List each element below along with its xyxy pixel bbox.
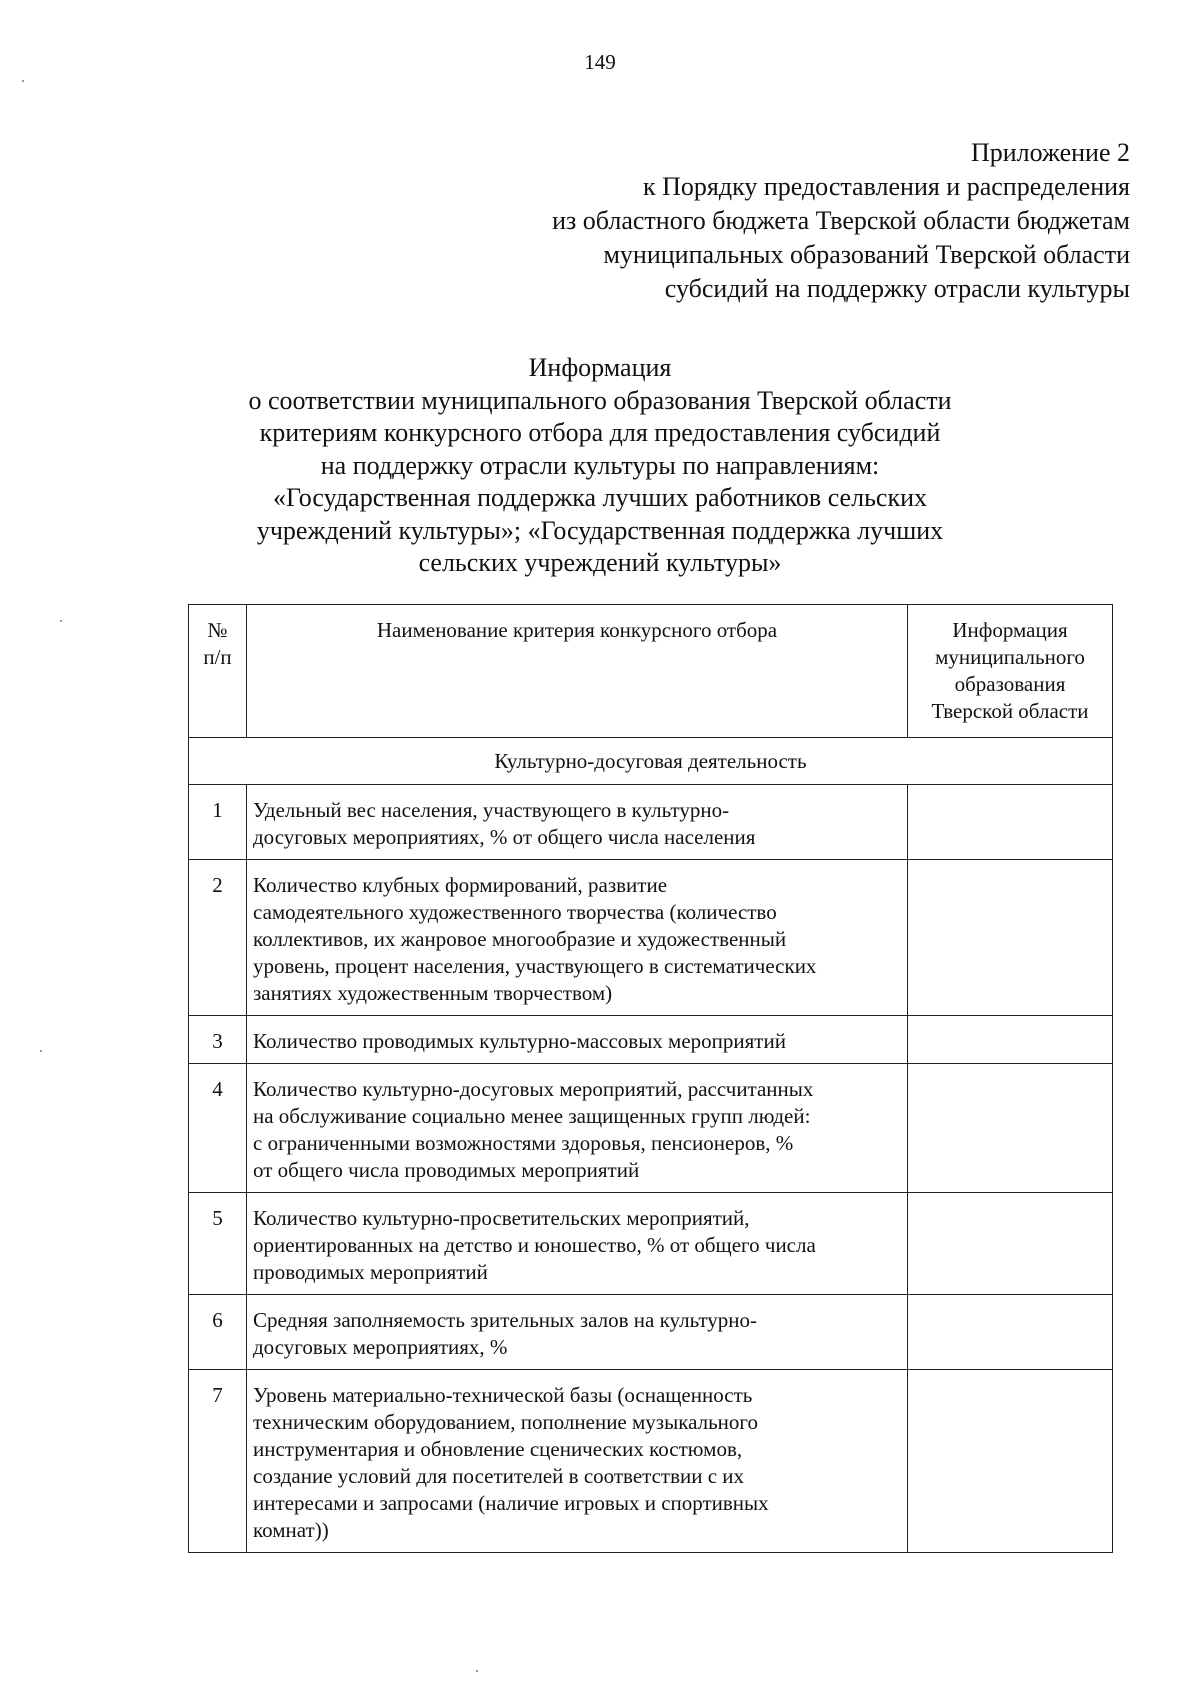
row-number: 1 [189, 785, 247, 860]
criterion-text [247, 1064, 908, 1193]
criterion-line: от общего числа проводимых мероприятий [253, 1158, 640, 1182]
info-cell[interactable] [908, 1064, 1113, 1193]
page-number: 149 [584, 50, 616, 74]
criterion-text [247, 1295, 908, 1370]
criterion-text [247, 860, 908, 1016]
criterion-line: самодеятельного художественного творчества (количество [253, 900, 777, 924]
criterion-line: Удельный вес населения, участвующего в культурно- [253, 798, 730, 822]
criterion-line: на обслуживание социально менее защищенных групп людей: [253, 1104, 811, 1128]
criterion-line: коллективов, их жанровое многообразие и художественный [253, 927, 787, 951]
header-info-line: образования [954, 672, 1066, 696]
table-row [189, 1016, 1113, 1064]
row-number: 7 [189, 1370, 247, 1553]
criterion-text [247, 1016, 908, 1064]
criterion-line: Количество культурно-досуговых мероприятий, рассчитанных [253, 1077, 814, 1101]
row-number: 2 [189, 860, 247, 1016]
scan-speck [40, 1050, 42, 1052]
criterion-line: создание условий для посетителей в соответствии с их [253, 1464, 745, 1488]
criterion-line: уровень, процент населения, участвующего в систематических [253, 954, 817, 978]
info-cell[interactable] [908, 1193, 1113, 1295]
heading-line: критериям конкурсного отбора для предоставления субсидий [259, 418, 941, 447]
criterion-line: инструментария и обновление сценических костюмов, [253, 1437, 743, 1461]
row-number: 5 [189, 1193, 247, 1295]
header-info-line: муниципального [935, 645, 1085, 669]
appendix-block [552, 136, 1130, 306]
section-title: Культурно-досуговая деятельность [189, 738, 1113, 785]
appendix-line: из областного бюджета Тверской области бюджетам [552, 206, 1130, 235]
header-info-line: Информация [952, 618, 1068, 642]
table-header-row [189, 605, 1113, 738]
heading-title: Информация [528, 353, 672, 382]
criterion-line: комнат)) [253, 1518, 329, 1542]
heading-line: на поддержку отрасли культуры по направлениям: [320, 450, 880, 480]
appendix-title: Приложение 2 [970, 138, 1130, 167]
criterion-line: досуговых мероприятиях, % от общего числа населения [253, 825, 756, 849]
table-row [189, 860, 1113, 1016]
info-cell[interactable] [908, 785, 1113, 860]
table-row [189, 1295, 1113, 1370]
appendix-line: муниципальных образований Тверской области [603, 240, 1130, 269]
scan-speck [60, 620, 62, 622]
criterion-line: ориентированных на детство и юношество, % от общего числа [253, 1233, 816, 1257]
criterion-line: Количество клубных формирований, развитие [253, 873, 668, 897]
criterion-line: Средняя заполняемость зрительных залов на культурно- [253, 1308, 757, 1332]
criterion-line: проводимых мероприятий [253, 1260, 488, 1284]
criterion-line: Уровень материально-технической базы (оснащенность [253, 1383, 753, 1407]
criterion-line: с ограниченными возможностями здоровья, пенсионеров, % [253, 1131, 794, 1155]
criteria-table [188, 604, 1113, 1553]
appendix-line: к Порядку предоставления и распределения [642, 172, 1130, 201]
criterion-line: досуговых мероприятиях, % [253, 1335, 508, 1359]
document-heading [0, 352, 1200, 580]
info-cell[interactable] [908, 1016, 1113, 1064]
appendix-line: субсидий на поддержку отрасли культуры [664, 274, 1130, 303]
scan-speck [22, 80, 24, 82]
info-cell[interactable] [908, 1295, 1113, 1370]
info-cell[interactable] [908, 860, 1113, 1016]
criterion-text [247, 785, 908, 860]
section-row [189, 738, 1113, 785]
criterion-text [247, 1370, 908, 1553]
scan-speck [476, 1670, 478, 1672]
row-number: 4 [189, 1064, 247, 1193]
criterion-line: Количество культурно-просветительских мероприятий, [253, 1206, 750, 1230]
row-number: 3 [189, 1016, 247, 1064]
table-row [189, 1193, 1113, 1295]
header-info-line: Тверской области [931, 699, 1089, 723]
header-criterion-cell: Наименование критерия конкурсного отбора [247, 605, 908, 738]
table-row [189, 785, 1113, 860]
table-row [189, 1064, 1113, 1193]
criterion-text [247, 1193, 908, 1295]
table-row [189, 1370, 1113, 1553]
header-number-abbrev: п/п [203, 645, 232, 669]
heading-line: учреждений культуры»; «Государственная поддержка лучших [256, 515, 944, 545]
criterion-line: Количество проводимых культурно-массовых мероприятий [253, 1029, 786, 1053]
info-cell[interactable] [908, 1370, 1113, 1553]
criterion-line: занятиях художественным творчеством) [253, 981, 613, 1005]
heading-line: о соответствии муниципального образования Тверской области [248, 385, 952, 415]
criterion-line: интересами и запросами (наличие игровых и спортивных [253, 1491, 769, 1515]
header-number-cell [189, 605, 247, 738]
row-number: 6 [189, 1295, 247, 1370]
heading-line: «Государственная поддержка лучших работников сельских [272, 483, 928, 512]
heading-line: сельских учреждений культуры» [418, 548, 782, 577]
header-info-cell [908, 605, 1113, 738]
header-number-symbol: № [207, 618, 228, 642]
criterion-line: техническим оборудованием, пополнение музыкального [253, 1410, 758, 1434]
